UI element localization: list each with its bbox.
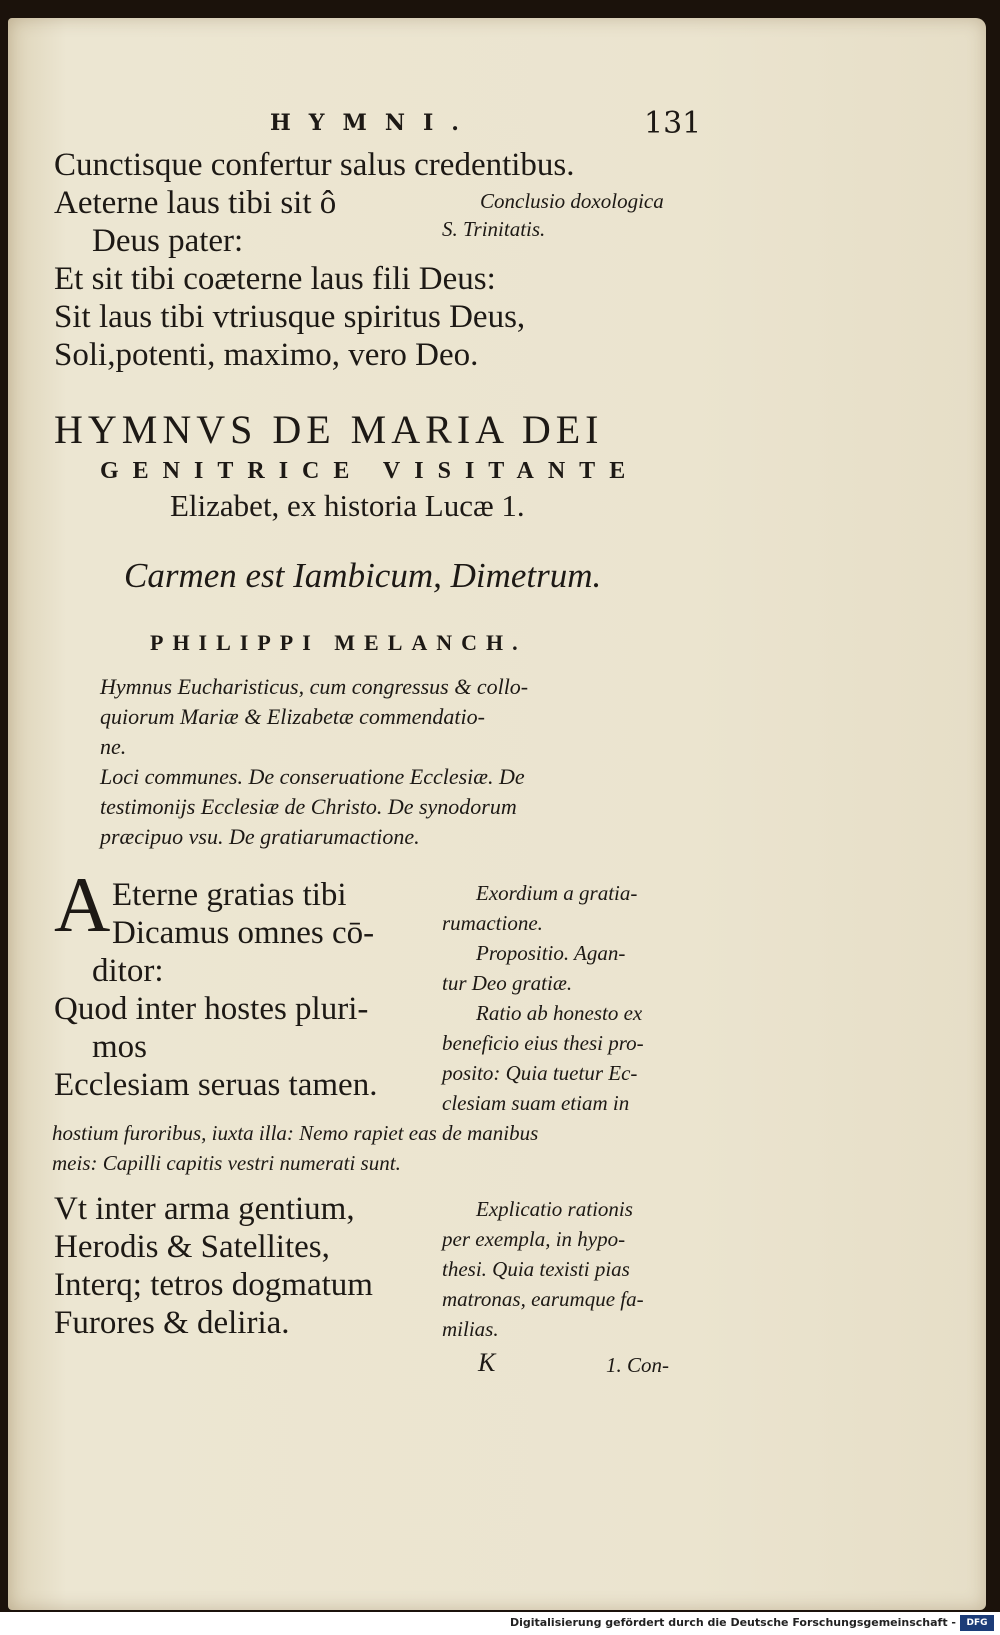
verse-line: Aeterne laus tibi sit ô bbox=[54, 185, 337, 221]
note-continuation: meis: Capilli capitis vestri numerati sunt. bbox=[52, 1151, 401, 1175]
book-page bbox=[8, 18, 986, 1610]
margin-note: Ratio ab honesto ex bbox=[476, 1001, 643, 1025]
hymn-source: Elizabet, ex historia Lucæ 1. bbox=[170, 488, 525, 523]
author-heading: PHILIPPI MELANCH. bbox=[150, 630, 527, 655]
verse-line: Ecclesiam seruas tamen. bbox=[54, 1067, 378, 1103]
verse-line: Et sit tibi coæterne laus fili Deus: bbox=[54, 261, 496, 297]
verse-line: Sit laus tibi vtriusque spiritus Deus, bbox=[54, 299, 526, 335]
margin-note: matronas, earumque fa- bbox=[442, 1287, 644, 1311]
footer-credit: Digitalisierung gefördert durch die Deutsche Forschungsgemeinschaft - bbox=[509, 1616, 956, 1629]
verse-line: Soli,potenti, maximo, vero Deo. bbox=[54, 337, 479, 373]
verse-line: Interq; tetros dogmatum bbox=[54, 1267, 373, 1303]
margin-note: Propositio. Agan- bbox=[476, 941, 626, 965]
margin-note: posito: Quia tuetur Ec- bbox=[442, 1061, 638, 1085]
verse-line: Eterne gratias tibi bbox=[112, 877, 347, 913]
catchword: 1. Con- bbox=[606, 1353, 669, 1377]
margin-note: S. Trinitatis. bbox=[442, 217, 546, 241]
footer-bar bbox=[0, 1612, 1000, 1635]
hymn-title: HYMNVS DE MARIA DEI bbox=[54, 407, 604, 452]
description-line: Hymnus Eucharisticus, cum congressus & collo- bbox=[100, 674, 529, 699]
description-line: testimonijs Ecclesiæ de Christo. De synodorum bbox=[100, 794, 517, 819]
margin-note: per exempla, in hypo- bbox=[442, 1227, 626, 1251]
margin-note: milias. bbox=[442, 1317, 499, 1341]
description-line: ne. bbox=[100, 734, 127, 759]
margin-note: rumactione. bbox=[442, 911, 543, 935]
description-line: Loci communes. De conseruatione Ecclesiæ. De bbox=[100, 764, 525, 789]
verse-line: mos bbox=[92, 1029, 148, 1065]
verse-line: Vt inter arma gentium, bbox=[54, 1191, 355, 1227]
drop-cap: A bbox=[54, 861, 111, 948]
verse-line: Herodis & Satellites, bbox=[54, 1229, 330, 1265]
verse-line: Dicamus omnes cō- bbox=[112, 915, 375, 951]
verse-line: ditor: bbox=[92, 953, 164, 989]
meter-heading: Carmen est Iambicum, Dimetrum. bbox=[124, 556, 602, 595]
dfg-logo: DFG bbox=[960, 1615, 994, 1631]
running-head: HYMNI. bbox=[270, 110, 477, 136]
folio-number: 131 bbox=[644, 106, 702, 141]
margin-note: Exordium a gratia- bbox=[476, 881, 638, 905]
verse-line: Deus pater: bbox=[92, 223, 244, 259]
signature-mark: K bbox=[478, 1348, 496, 1377]
description-line: præcipuo vsu. De gratiarumactione. bbox=[100, 824, 420, 849]
margin-note: tur Deo gratiæ. bbox=[442, 971, 573, 995]
verse-line: Cunctisque confertur salus credentibus. bbox=[54, 147, 575, 183]
margin-note: beneficio eius thesi pro- bbox=[442, 1031, 644, 1055]
note-continuation: hostium furoribus, iuxta illa: Nemo rapiet eas de manibus bbox=[52, 1121, 539, 1145]
margin-note: Explicatio rationis bbox=[476, 1197, 633, 1221]
margin-note: clesiam suam etiam in bbox=[442, 1091, 630, 1115]
verse-line: Quod inter hostes pluri- bbox=[54, 991, 369, 1027]
description-line: quiorum Mariæ & Elizabetæ commendatio- bbox=[100, 704, 485, 729]
verse-line: Furores & deliria. bbox=[54, 1305, 290, 1341]
margin-note: thesi. Quia texisti pias bbox=[442, 1257, 630, 1281]
margin-note: Conclusio doxologica bbox=[480, 189, 664, 213]
hymn-subtitle: GENITRICE VISITANTE bbox=[100, 458, 640, 484]
